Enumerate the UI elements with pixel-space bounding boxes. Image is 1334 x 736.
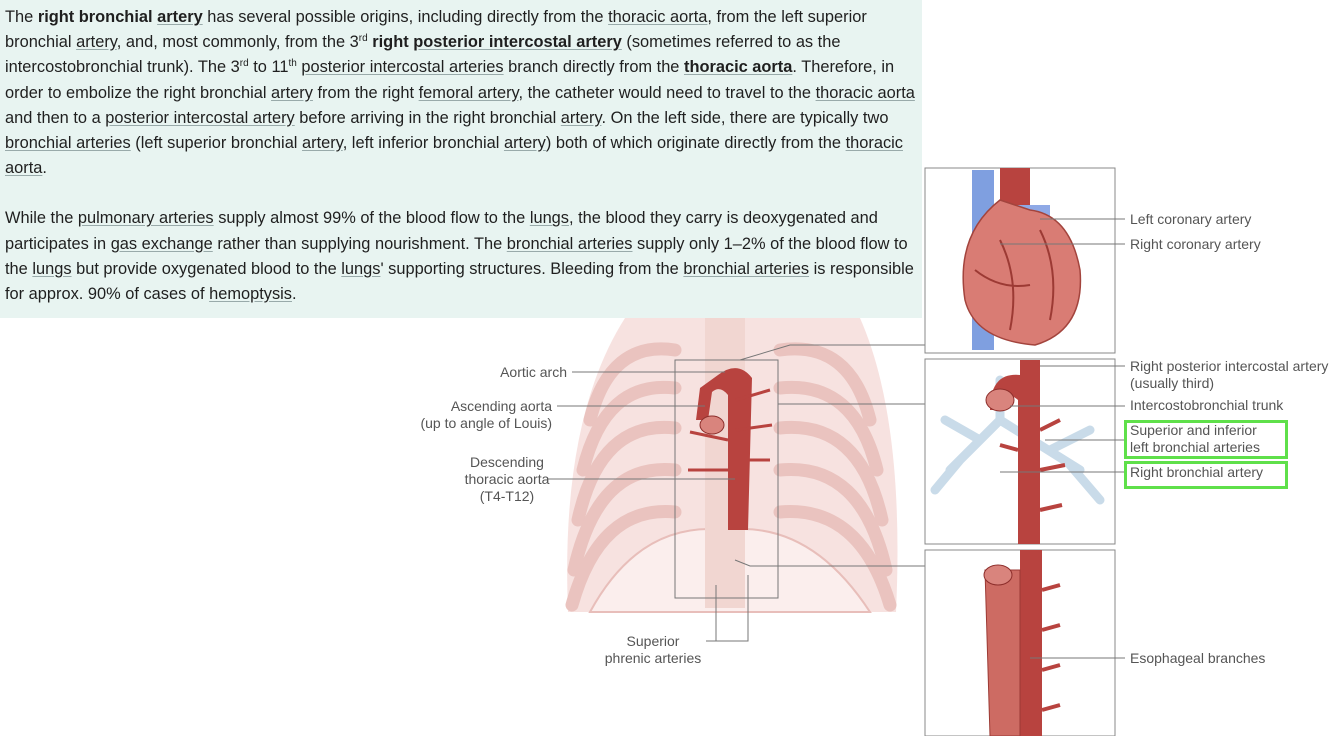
text-run: is responsible for approx. 90% of cases of [5,259,914,304]
text-run: supply almost 99% of the blood flow to the [213,209,530,228]
label-sup-inf-line1: Superior and inferior [1130,422,1257,438]
text-run: (left superior bronchial [130,134,303,153]
superscript: th [288,58,297,70]
glossary-link[interactable]: posterior intercostal artery [413,33,622,52]
glossary-link[interactable]: femoral artery [418,83,519,102]
label-right-bronchial-artery: Right bronchial artery [1130,464,1264,480]
label-descending-line1: Descending [470,454,544,470]
text-run: from the right [312,83,419,102]
label-rpi-line2: (usually third) [1130,375,1215,391]
text-run: right bronchial [37,8,153,26]
label-ascending-aorta-line1: Ascending aorta [450,398,552,414]
text-run: right [372,33,409,52]
glossary-link[interactable]: hemoptysis [209,285,292,304]
label-esophageal-branches: Esophageal branches [1130,650,1266,666]
glossary-link[interactable]: artery [271,83,313,102]
glossary-link[interactable]: thoracic aorta [683,58,793,77]
glossary-link[interactable]: artery [76,33,117,52]
text-run: While the [5,209,78,228]
glossary-link[interactable]: artery [302,134,343,153]
glossary-link[interactable]: artery [560,108,602,127]
label-sup-inf-line2: left bronchial arteries [1130,439,1260,455]
glossary-link[interactable]: bronchial arteries [5,134,131,153]
text-run: has several possible origins, including directly from the [202,8,609,26]
text-run: rather than supplying nourishment. The [212,234,507,253]
text-run: , left inferior bronchial [342,134,504,153]
text-run: to 11 [248,58,289,77]
text-run: (sometimes referred to as the intercostobronchial trunk). The 3 [5,33,841,77]
glossary-link[interactable]: thoracic aorta [608,8,708,26]
glossary-link[interactable]: posterior intercostal arteries [301,58,504,77]
text-run: , the blood they carry is deoxygenated and participates in [5,209,878,253]
label-aortic-arch: Aortic arch [500,364,567,380]
glossary-link[interactable]: posterior intercostal artery [105,108,295,127]
glossary-link[interactable]: pulmonary arteries [77,209,214,228]
text-run: The [5,8,38,26]
label-ascending-aorta [400,398,552,432]
text-run: before arriving in the right bronchial [294,108,561,127]
highlight-box-left-bronchial [1124,420,1288,459]
text-run: but provide oxygenated blood to the [71,259,342,278]
glossary-link[interactable]: artery [503,134,546,153]
superscript: rd [358,33,368,45]
label-phrenic-line2: phrenic arteries [604,650,702,666]
text-run: . [42,159,47,178]
text-run: . On the left side, there are typically two [601,108,889,127]
glossary-link[interactable]: lungs [341,259,381,278]
text-run: , and, most commonly, from the 3 [116,33,359,52]
label-right-coronary: Right coronary artery [1130,236,1261,252]
text-run: branch directly from the [503,58,684,77]
label-ascending-aorta-line2: (up to angle of Louis) [420,415,552,431]
text-run: supply only 1–2% of the blood flow to the [5,234,908,278]
superscript: rd [239,58,249,70]
glossary-link[interactable]: gas exchange [110,234,213,253]
glossary-link[interactable]: thoracic aorta [5,134,903,178]
glossary-link[interactable]: thoracic aorta [815,83,915,102]
text-run: and then to a [5,108,106,127]
label-phrenic-line1: Superior [626,633,680,649]
glossary-link[interactable]: artery [157,8,203,26]
text-run: , the catheter would need to travel to the [518,83,816,102]
glossary-link[interactable]: lungs [32,259,72,278]
text-run: ) both of which originate directly from the [545,134,846,153]
label-right-posterior-intercostal [1130,358,1328,392]
label-descending-line3: (T4-T12) [479,488,535,504]
text-run: ' supporting structures. Bleeding from the [380,259,684,278]
glossary-link[interactable]: bronchial arteries [506,234,633,253]
text-run: . [292,285,297,304]
label-rpi-line1: Right posterior intercostal artery [1130,358,1329,374]
label-descending-aorta [440,454,574,505]
text-run: , from the left superior bronchial [5,8,867,52]
text-run: . Therefore, in order to embolize the right bronchial [5,58,895,102]
label-intercostobronchial-trunk: Intercostobronchial trunk [1130,397,1284,413]
label-superior-phrenic [590,633,716,667]
glossary-link[interactable]: bronchial arteries [683,259,810,278]
glossary-link[interactable]: lungs [529,209,569,228]
label-left-coronary: Left coronary artery [1130,211,1252,227]
label-descending-line2: thoracic aorta [464,471,550,487]
highlight-box-right-bronchial [1124,461,1288,489]
